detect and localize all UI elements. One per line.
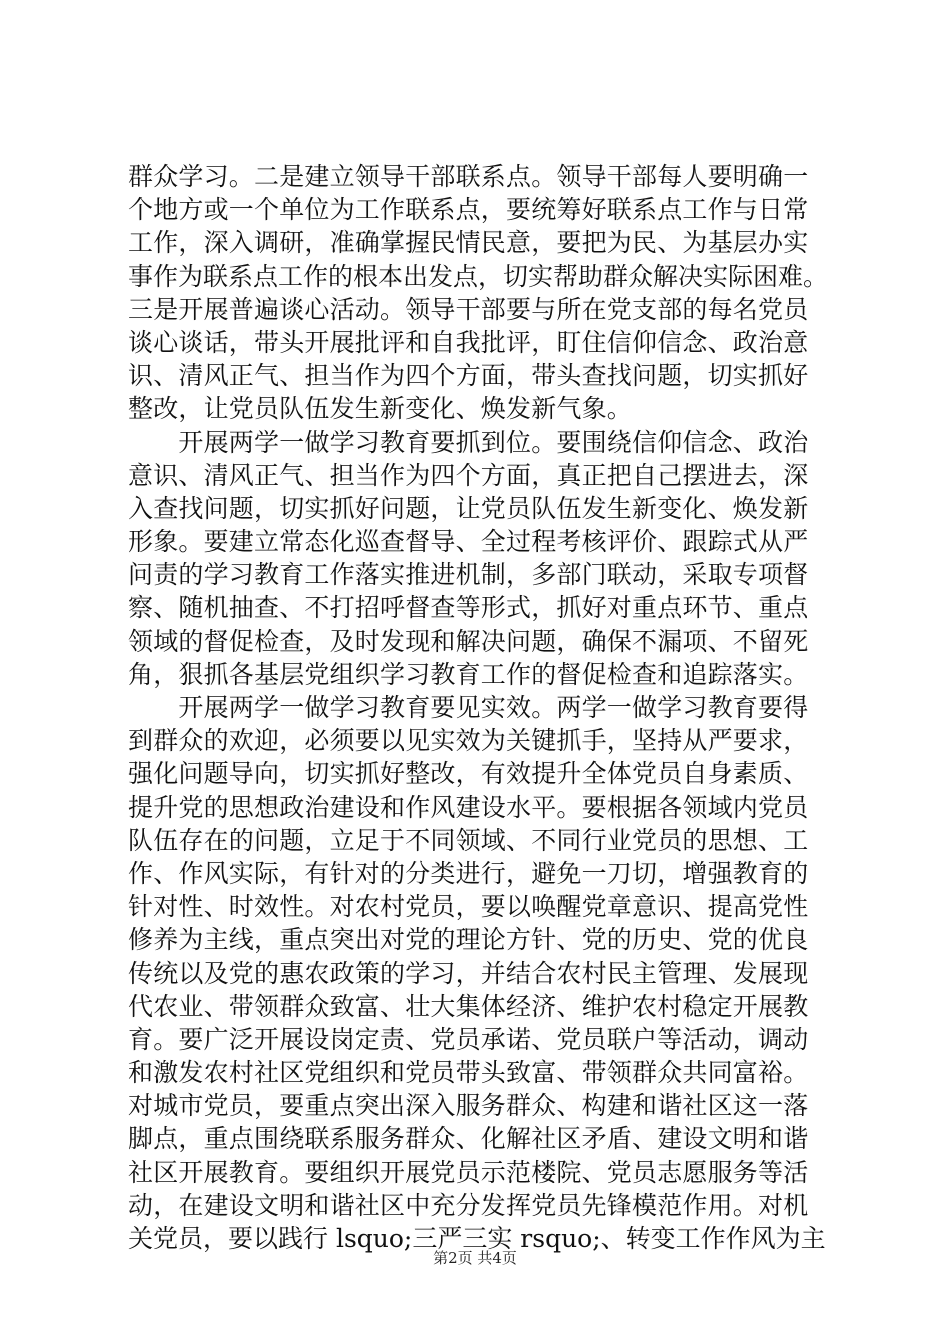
text-line: 社区开展教育。要组织开展党员示范楼院、党员志愿服务等活 <box>128 1157 809 1187</box>
text-line: 队伍存在的问题，立足于不同领域、不同行业党员的思想、工 <box>128 825 809 855</box>
text-line: 整改，让党员队伍发生新变化、焕发新气象。 <box>128 394 633 424</box>
text-line: 识、清风正气、担当作为四个方面，带头查找问题，切实抓好 <box>128 361 809 391</box>
text-line: 作、作风实际，有针对的分类进行，避免一刀切，增强教育的 <box>128 858 809 888</box>
text-line: 传统以及党的惠农政策的学习，并结合农村民主管理、发展现 <box>128 958 809 988</box>
document-body <box>128 160 828 1255</box>
text-line: 和激发农村社区党组织和党员带头致富、带领群众共同富裕。 <box>128 1058 809 1088</box>
text-line: 领域的督促检查，及时发现和解决问题，确保不漏项、不留死 <box>128 626 809 656</box>
text-line: 个地方或一个单位为工作联系点，要统筹好联系点工作与日常 <box>128 195 809 225</box>
page-number-footer: 第2页 共4页 <box>433 1249 517 1267</box>
text-line: 提升党的思想政治建设和作风建设水平。要根据各领域内党员 <box>128 792 809 822</box>
text-line: 动，在建设文明和谐社区中充分发挥党员先锋模范作用。对机 <box>128 1190 809 1220</box>
text-line: 育。要广泛开展设岗定责、党员承诺、党员联户等活动，调动 <box>128 1024 809 1054</box>
text-line: 修养为主线，重点突出对党的理论方针、党的历史、党的优良 <box>128 925 809 955</box>
text-line: 关党员，要以践行 lsquo;三严三实 rsquo;、转变工作作风为主 <box>128 1224 826 1253</box>
text-line: 入查找问题，切实抓好问题，让党员队伍发生新变化、焕发新 <box>128 493 809 523</box>
text-line: 代农业、带领群众致富、壮大集体经济、维护农村稳定开展教 <box>128 991 809 1021</box>
text-line: 角，狠抓各基层党组织学习教育工作的督促检查和追踪落实。 <box>128 659 809 689</box>
text-line: 强化问题导向，切实抓好整改，有效提升全体党员自身素质、 <box>128 759 809 789</box>
text-line: 针对性、时效性。对农村党员，要以唤醒党章意识、提高党性 <box>128 892 809 922</box>
text-line: 形象。要建立常态化巡查督导、全过程考核评价、跟踪式从严 <box>128 527 809 557</box>
text-line: 意识、清风正气、担当作为四个方面，真正把自己摆进去，深 <box>128 460 809 490</box>
text-line: 工作，深入调研，准确掌握民情民意，要把为民、为基层办实 <box>128 228 809 258</box>
text-line: 到群众的欢迎，必须要以见实效为关键抓手，坚持从严要求， <box>128 726 809 756</box>
text-line: 脚点，重点围绕联系服务群众、化解社区矛盾、建设文明和谐 <box>128 1124 809 1154</box>
text-line: 三是开展普遍谈心活动。领导干部要与所在党支部的每名党员 <box>128 294 809 324</box>
text-line: 群众学习。二是建立领导干部联系点。领导干部每人要明确一 <box>128 162 809 191</box>
text-line: 对城市党员，要重点突出深入服务群众、构建和谐社区这一落 <box>128 1091 809 1121</box>
paragraph-first-line: 开展两学一做学习教育要抓到位。要围绕信仰信念、政治 <box>128 427 809 457</box>
paragraph-first-line: 开展两学一做学习教育要见实效。两学一做学习教育要得 <box>128 693 809 722</box>
text-line: 谈心谈话，带头开展批评和自我批评，盯住信仰信念、政治意 <box>128 327 809 357</box>
text-line: 事作为联系点工作的根本出发点，切实帮助群众解决实际困难。 <box>128 261 829 291</box>
text-line: 察、随机抽查、不打招呼督查等形式，抓好对重点环节、重点 <box>128 593 809 623</box>
text-line: 问责的学习教育工作落实推进机制，多部门联动，采取专项督 <box>128 560 809 590</box>
